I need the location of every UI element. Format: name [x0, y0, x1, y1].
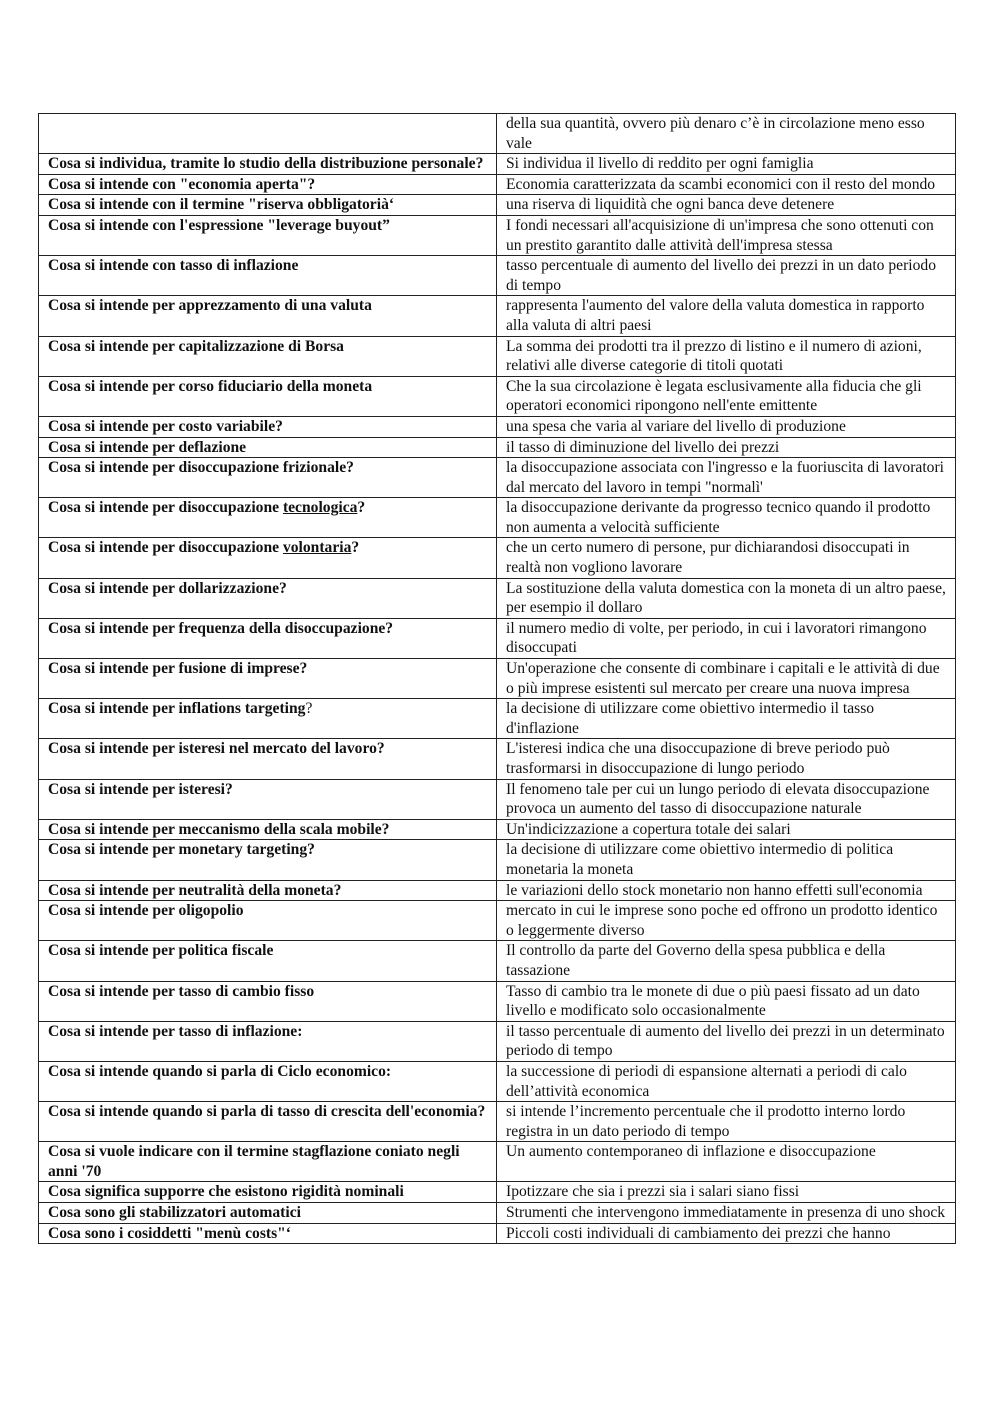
answer-cell: la successione di periodi di espansione alternati a periodi di calo dell’attività economica	[497, 1061, 956, 1101]
question-cell: Cosa si intende per deflazione	[39, 437, 497, 458]
table-row	[39, 1021, 956, 1061]
underlined-term: volontaria	[282, 539, 352, 557]
table-row	[39, 941, 956, 981]
answer-cell: Il fenomeno tale per cui un lungo periodo di elevata disoccupazione provoca un aumento del tasso di disoccupazione naturale	[497, 779, 956, 819]
table-row	[39, 1102, 956, 1142]
answer-cell: rappresenta l'aumento del valore della valuta domestica in rapporto alla valuta di altri paesi	[497, 296, 956, 336]
question-mark: ?	[305, 700, 313, 718]
answer-cell: una spesa che varia al variare del livello di produzione	[497, 416, 956, 437]
answer-cell: Un'operazione che consente di combinare i capitali e le attività di due o più imprese esistenti sul mercato per creare una nuova impresa	[497, 659, 956, 699]
table-row	[39, 981, 956, 1021]
answer-cell: la disoccupazione associata con l'ingresso e la fuoriuscita di lavoratori dal mercato del lavoro in tempi "normalì'	[497, 458, 956, 498]
table-row	[39, 578, 956, 618]
table-row	[39, 880, 956, 901]
table-row	[39, 376, 956, 416]
question-cell: Cosa si intende per capitalizzazione di Borsa	[39, 336, 497, 376]
table-row	[39, 114, 956, 154]
question-cell: Cosa si vuole indicare con il termine stagflazione coniato negli anni '70	[39, 1142, 497, 1182]
question-cell	[39, 114, 497, 154]
question-cell: Cosa sono i cosiddetti "menù costs"‘	[39, 1223, 497, 1244]
answer-cell: Un'indicizzazione a copertura totale dei salari	[497, 819, 956, 840]
answer-cell: Tasso di cambio tra le monete di due o più paesi fissato ad un dato livello e modificato solo occasionalmente	[497, 981, 956, 1021]
answer-cell: Che la sua circolazione è legata esclusivamente alla fiducia che gli operatori economici ripongono nell'ente emittente	[497, 376, 956, 416]
answer-cell: L'isteresi indica che una disoccupazione di breve periodo può trasformarsi in disoccupazione di lungo periodo	[497, 739, 956, 779]
answer-cell: I fondi necessari all'acquisizione di un'impresa che sono ottenuti con un prestito garantito dalle attività dell'impresa stessa	[497, 215, 956, 255]
question-cell: Cosa si intende con il termine "riserva obbligatorià‘	[39, 195, 497, 216]
table-row	[39, 498, 956, 538]
answer-cell: Economia caratterizzata da scambi economici con il resto del mondo	[497, 174, 956, 195]
question-cell: Cosa si intende per fusione di imprese?	[39, 659, 497, 699]
table-row	[39, 819, 956, 840]
table-row	[39, 1223, 956, 1244]
question-cell: Cosa si intende quando si parla di Ciclo economico:	[39, 1061, 497, 1101]
table-row	[39, 215, 956, 255]
question-cell: Cosa si intende per dollarizzazione?	[39, 578, 497, 618]
question-cell: Cosa si intende con tasso di inflazione	[39, 256, 497, 296]
table-row	[39, 538, 956, 578]
question-cell: Cosa si individua, tramite lo studio della distribuzione personale?	[39, 154, 497, 175]
question-cell: Cosa si intende quando si parla di tasso di crescita dell'economia?	[39, 1102, 497, 1142]
table-row	[39, 416, 956, 437]
question-cell	[39, 498, 497, 538]
answer-cell: si intende l’incremento percentuale che il prodotto interno lordo registra in un dato periodo di tempo	[497, 1102, 956, 1142]
table-row	[39, 437, 956, 458]
question-cell: Cosa si intende per isteresi nel mercato del lavoro?	[39, 739, 497, 779]
answer-cell: una riserva di liquidità che ogni banca deve detenere	[497, 195, 956, 216]
document-page	[38, 113, 955, 1244]
question-cell	[39, 538, 497, 578]
question-cell: Cosa si intende con "economia aperta"?	[39, 174, 497, 195]
table-row	[39, 699, 956, 739]
question-cell: Cosa si intende per disoccupazione frizionale?	[39, 458, 497, 498]
answer-cell: Un aumento contemporaneo di inflazione e disoccupazione	[497, 1142, 956, 1182]
table-row	[39, 1203, 956, 1224]
question-cell: Cosa si intende per isteresi?	[39, 779, 497, 819]
question-cell: Cosa si intende per neutralità della moneta?	[39, 880, 497, 901]
question-text: Cosa si intende per disoccupazione	[48, 499, 283, 517]
table-row	[39, 901, 956, 941]
answer-cell: il tasso percentuale di aumento del livello dei prezzi in un determinato periodo di tempo	[497, 1021, 956, 1061]
question-cell: Cosa si intende per oligopolio	[39, 901, 497, 941]
question-mark: ?	[351, 539, 360, 557]
answer-cell: il numero medio di volte, per periodo, in cui i lavoratori rimangono disoccupati	[497, 618, 956, 658]
question-cell: Cosa sono gli stabilizzatori automatici	[39, 1203, 497, 1224]
table-row	[39, 296, 956, 336]
answer-cell: il tasso di diminuzione del livello dei prezzi	[497, 437, 956, 458]
answer-cell: che un certo numero di persone, pur dichiarandosi disoccupati in realtà non vogliono lavorare	[497, 538, 956, 578]
question-cell	[39, 699, 497, 739]
answer-cell: le variazioni dello stock monetario non hanno effetti sull'economia	[497, 880, 956, 901]
table-row	[39, 1182, 956, 1203]
underlined-term: tecnologica	[282, 499, 358, 517]
table-row	[39, 336, 956, 376]
table-row	[39, 779, 956, 819]
question-cell: Cosa si intende per politica fiscale	[39, 941, 497, 981]
question-cell: Cosa significa supporre che esistono rigidità nominali	[39, 1182, 497, 1203]
table-row	[39, 154, 956, 175]
answer-cell: La somma dei prodotti tra il prezzo di listino e il numero di azioni, relativi alle diverse categorie di titoli quotati	[497, 336, 956, 376]
answer-cell: Si individua il livello di reddito per ogni famiglia	[497, 154, 956, 175]
question-cell: Cosa si intende per monetary targeting?	[39, 840, 497, 880]
table-row	[39, 458, 956, 498]
answer-cell: Ipotizzare che sia i prezzi sia i salari siano fissi	[497, 1182, 956, 1203]
question-cell: Cosa si intende per tasso di cambio fisso	[39, 981, 497, 1021]
table-row	[39, 1061, 956, 1101]
answer-cell: Strumenti che intervengono immediatamente in presenza di uno shock	[497, 1203, 956, 1224]
question-text: Cosa si intende per disoccupazione	[48, 539, 283, 557]
table-row	[39, 174, 956, 195]
answer-cell: mercato in cui le imprese sono poche ed offrono un prodotto identico o leggermente diverso	[497, 901, 956, 941]
question-text: Cosa si intende per inflations targeting	[48, 700, 306, 718]
answer-cell: Piccoli costi individuali di cambiamento dei prezzi che hanno	[497, 1223, 956, 1244]
table-row	[39, 618, 956, 658]
answer-cell: la decisione di utilizzare come obiettivo intermedio di politica monetaria la moneta	[497, 840, 956, 880]
answer-cell: la decisione di utilizzare come obiettivo intermedio il tasso d'inflazione	[497, 699, 956, 739]
answer-cell: tasso percentuale di aumento del livello dei prezzi in un dato periodo di tempo	[497, 256, 956, 296]
answer-cell: la disoccupazione derivante da progresso tecnico quando il prodotto non aumenta a velocità sufficiente	[497, 498, 956, 538]
question-cell: Cosa si intende per corso fiduciario della moneta	[39, 376, 497, 416]
answer-cell: Il controllo da parte del Governo della spesa pubblica e della tassazione	[497, 941, 956, 981]
question-cell: Cosa si intende per costo variabile?	[39, 416, 497, 437]
table-row	[39, 256, 956, 296]
answer-cell: della sua quantità, ovvero più denaro c’è in circolazione meno esso vale	[497, 114, 956, 154]
question-cell: Cosa si intende per apprezzamento di una valuta	[39, 296, 497, 336]
question-cell: Cosa si intende per meccanismo della scala mobile?	[39, 819, 497, 840]
table-row	[39, 1142, 956, 1182]
question-cell: Cosa si intende con l'espressione "leverage buyout”	[39, 215, 497, 255]
question-cell: Cosa si intende per frequenza della disoccupazione?	[39, 618, 497, 658]
question-cell: Cosa si intende per tasso di inflazione:	[39, 1021, 497, 1061]
table-row	[39, 739, 956, 779]
table-row	[39, 195, 956, 216]
qa-table	[38, 113, 956, 1244]
table-row	[39, 840, 956, 880]
table-row	[39, 659, 956, 699]
question-mark: ?	[357, 499, 366, 517]
answer-cell: La sostituzione della valuta domestica con la moneta di un altro paese, per esempio il dollaro	[497, 578, 956, 618]
